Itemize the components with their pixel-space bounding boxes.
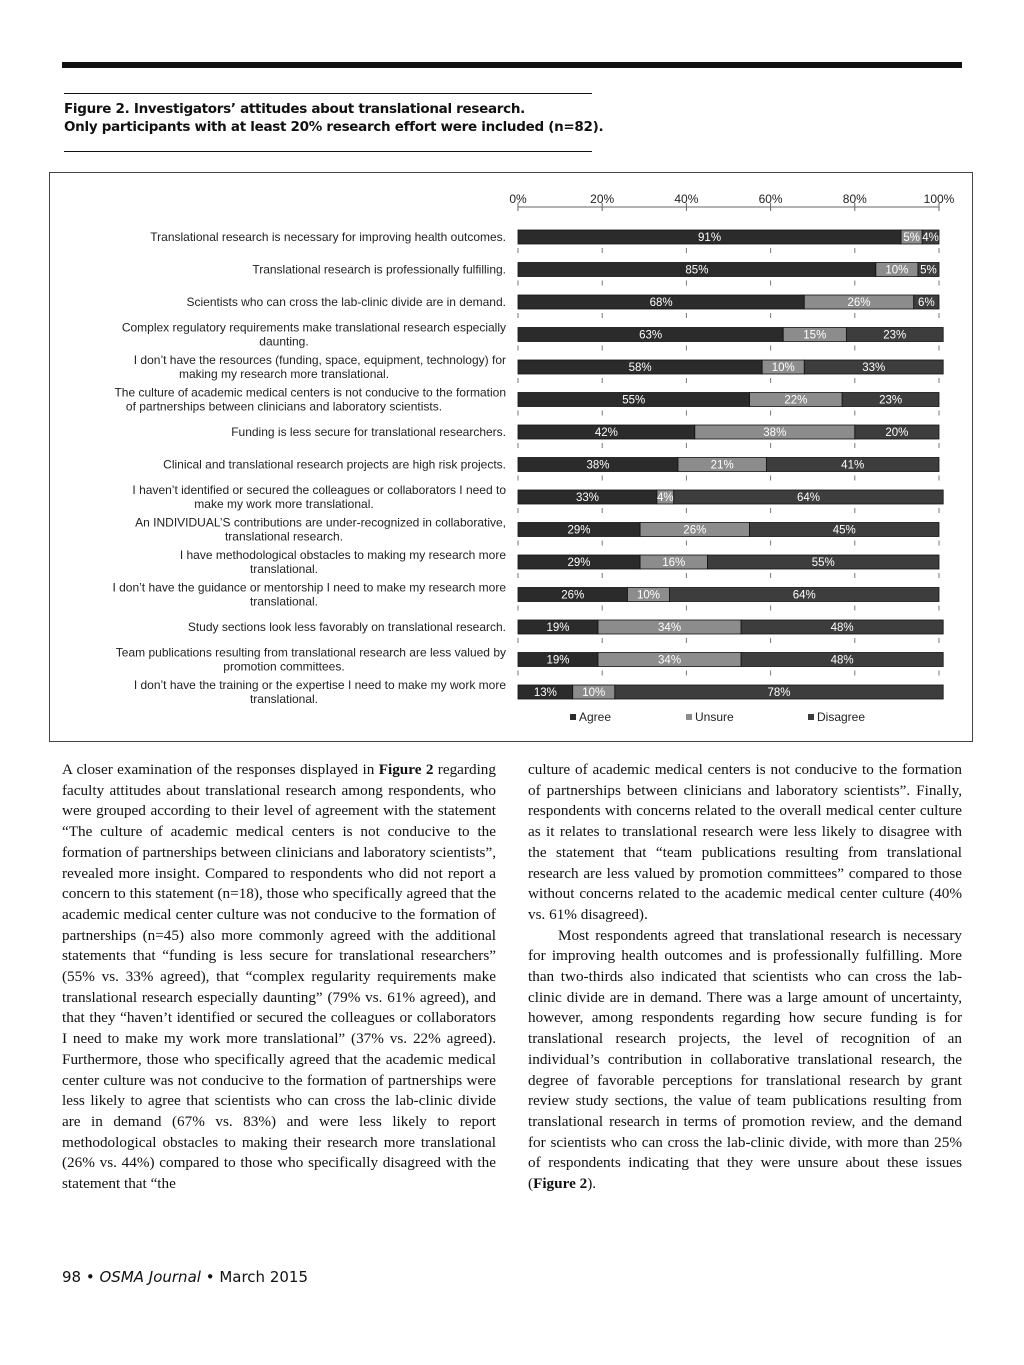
data-label: 20% — [885, 427, 909, 439]
data-label: 34% — [658, 654, 682, 667]
top-rule — [62, 62, 962, 68]
legend-label: Agree — [579, 710, 612, 724]
data-label: 4% — [922, 232, 939, 244]
data-label: 10% — [771, 362, 795, 374]
category-label: I don’t have the guidance or mentorship I need to make my research more — [112, 580, 506, 595]
data-label: 55% — [622, 394, 646, 407]
data-label: 13% — [533, 687, 557, 699]
x-tick-label: 80% — [842, 192, 867, 206]
category-label: Funding is less secure for translational researchers. — [231, 425, 506, 439]
caption-top-rule — [64, 93, 592, 94]
left-paragraph-text-1: A closer examination of the responses displayed in — [62, 761, 379, 778]
category-label: The culture of academic medical centers is not conducive to the formation — [114, 385, 506, 400]
issue-date: March 2015 — [219, 1268, 308, 1286]
category-label-continued: translational research. — [224, 529, 344, 544]
category-label: Team publications resulting from translational research are less valued by — [115, 645, 506, 660]
page-number: 98 — [62, 1268, 82, 1286]
data-label: 29% — [567, 524, 591, 537]
category-label: An INDIVIDUAL’S contributions are under-recognized in collaborative, — [135, 515, 506, 530]
data-label: 33% — [575, 492, 599, 504]
data-label: 34% — [658, 622, 682, 634]
category-label-continued: translational. — [249, 562, 319, 576]
category-label-continued: translational. — [249, 594, 319, 609]
figure-caption-line2: Only participants with at least 20% research effort were included (n=82). — [64, 119, 604, 135]
category-label: Clinical and translational research projects are high risk projects. — [163, 457, 506, 472]
data-label: 19% — [546, 622, 570, 634]
data-label: 26% — [847, 297, 871, 309]
data-label: 64% — [792, 589, 816, 602]
category-label: Translational research is necessary for improving health outcomes. — [150, 230, 506, 244]
data-label: 4% — [657, 492, 674, 504]
left-paragraph — [62, 760, 496, 1195]
page-footer — [62, 1268, 308, 1286]
category-label-continued: of partnerships between clinicians and laboratory scientists. — [125, 399, 443, 414]
category-label: I have methodological obstacles to making my research more — [179, 548, 506, 562]
data-label: 68% — [649, 297, 673, 309]
category-label-continued: make my work more translational. — [194, 497, 374, 511]
data-label: 21% — [710, 459, 734, 472]
x-tick-label: 40% — [674, 192, 699, 206]
data-label: 45% — [832, 524, 856, 537]
journal-name: OSMA Journal — [99, 1268, 201, 1286]
data-label: 5% — [920, 264, 937, 277]
legend-swatch-unsure — [686, 714, 692, 720]
category-label: I haven’t identified or secured the colleagues or collaborators I need to — [132, 483, 506, 497]
category-label: I don’t have the resources (funding, space, equipment, technology) for — [133, 353, 506, 367]
right-paragraph-2 — [528, 926, 962, 1195]
stacked-bar-chart — [50, 173, 974, 743]
data-label: 64% — [796, 492, 821, 504]
category-label-continued: daunting. — [259, 334, 309, 349]
category-label: Scientists who can cross the lab-clinic divide are in demand. — [186, 295, 506, 309]
left-paragraph-text-2: regarding faculty attitudes about translational research among respondents, who were grouped according to their level of agreement with the statement “The culture of academic medical centers is not conducive to the formation of partnerships between clinicians and laboratory scientists”, revealed more insight. Compared to respondents who did not report a concern to this statement (n=18), those who specifically agreed that the academic medical center culture was not conducive to the formation of partnerships (n=45) also more commonly agreed with the additional statements that “funding is less secure for translational researchers” (55% vs. 33% agreed), that “complex regularity requirements make translational research especially daunting” (79% vs. 61% agreed), and that they “haven’t identified or secured the colleagues or collaborators I need to make my work more translational” (37% vs. 22% agreed). Furthermore, those who specifically agreed that the academic medical center culture was not conducive to the formation of partnerships were less likely to agree that scientists who can cross the lab-clinic divide are in demand (67% vs. 83%) and were less likely to report methodological obstacles to making their research more translational (26% vs. 44%) compared to those who specifically disagreed with the statement that “the — [62, 761, 496, 1193]
footer-separator: • — [81, 1268, 100, 1286]
legend-swatch-agree — [570, 714, 576, 720]
data-label: 16% — [662, 557, 686, 569]
category-label: I don’t have the training or the expertise I need to make my work more — [133, 678, 506, 692]
data-label: 42% — [594, 427, 618, 439]
data-label: 58% — [628, 362, 652, 374]
data-label: 10% — [636, 589, 661, 602]
legend-swatch-disagree — [808, 714, 814, 720]
x-tick-label: 20% — [590, 192, 615, 206]
caption-bottom-rule — [64, 151, 592, 152]
data-label: 10% — [582, 687, 606, 699]
right-paragraph-text-1: Most respondents agreed that translational research is necessary for improving health outcomes and is professionally fulfilling. More than two-thirds also indicated that scientists who can cross the lab-clinic divide are in demand. There was a large amount of uncertainty, however, among respondents regarding how secure funding is for translational research projects, the level of recognition of an individual’s contribution in collaborative translational research, the degree of favorable perceptions for translational research by grant review study sections, the value of team publications resulting from translational research in terms of promotion review, and the demand for scientists who can cross the lab-clinic divide, with more than 25% of respondents indicating that they were unsure about these issues ( — [528, 926, 962, 1193]
data-label: 91% — [698, 232, 722, 244]
figure-caption-line1: Figure 2. Investigators’ attitudes about translational research. — [64, 101, 525, 117]
x-tick-label: 0% — [509, 192, 527, 206]
data-label: 19% — [546, 654, 570, 667]
data-label: 10% — [885, 264, 909, 277]
footer-separator: • — [200, 1268, 220, 1286]
data-label: 6% — [918, 297, 935, 309]
data-label: 5% — [903, 232, 920, 244]
category-label: Complex regulatory requirements make translational research especially — [121, 320, 506, 335]
data-label: 33% — [862, 362, 886, 374]
figure-caption — [64, 100, 624, 136]
data-label: 26% — [683, 524, 707, 537]
data-label: 78% — [767, 687, 791, 699]
category-label-continued: making my research more translational. — [178, 367, 390, 381]
data-label: 85% — [685, 264, 709, 277]
data-label: 63% — [639, 329, 663, 342]
figure-reference: Figure 2 — [378, 761, 434, 778]
data-label: 15% — [803, 329, 827, 342]
data-label: 55% — [811, 557, 835, 569]
legend-label: Unsure — [695, 710, 734, 724]
right-paragraph-1: culture of academic medical centers is not conducive to the formation of partnerships between clinicians and laboratory scientists”. Finally, respondents with concerns related to the overall medical center culture as it relates to translational research were less likely to disagree with the statement that “team publications resulting from translational research are less valued by promotion committees” compared to those without concerns related to the academic medical center culture (40% vs. 61% disagreed). — [528, 761, 962, 923]
legend-label: Disagree — [817, 710, 866, 724]
data-label: 23% — [883, 329, 907, 342]
data-label: 48% — [830, 622, 854, 634]
data-label: 22% — [784, 394, 808, 407]
chart-frame — [49, 172, 973, 742]
x-tick-label: 60% — [758, 192, 783, 206]
data-label: 29% — [567, 557, 591, 569]
figure-reference: Figure 2 — [533, 1175, 588, 1193]
data-label: 23% — [879, 394, 903, 407]
body-left-column — [62, 760, 496, 1195]
data-label: 26% — [561, 589, 585, 602]
category-label: Translational research is professionally fulfilling. — [252, 262, 506, 277]
data-label: 38% — [763, 427, 787, 439]
data-label: 41% — [841, 459, 865, 472]
right-paragraph-text-2: ). — [587, 1175, 597, 1193]
x-tick-label: 100% — [923, 192, 955, 206]
body-right-column — [528, 760, 962, 1195]
category-label: Study sections look less favorably on translational research. — [187, 620, 506, 634]
data-label: 48% — [830, 654, 854, 667]
category-label-continued: translational. — [249, 692, 319, 706]
data-label: 38% — [586, 459, 610, 472]
category-label-continued: promotion committees. — [223, 659, 345, 674]
